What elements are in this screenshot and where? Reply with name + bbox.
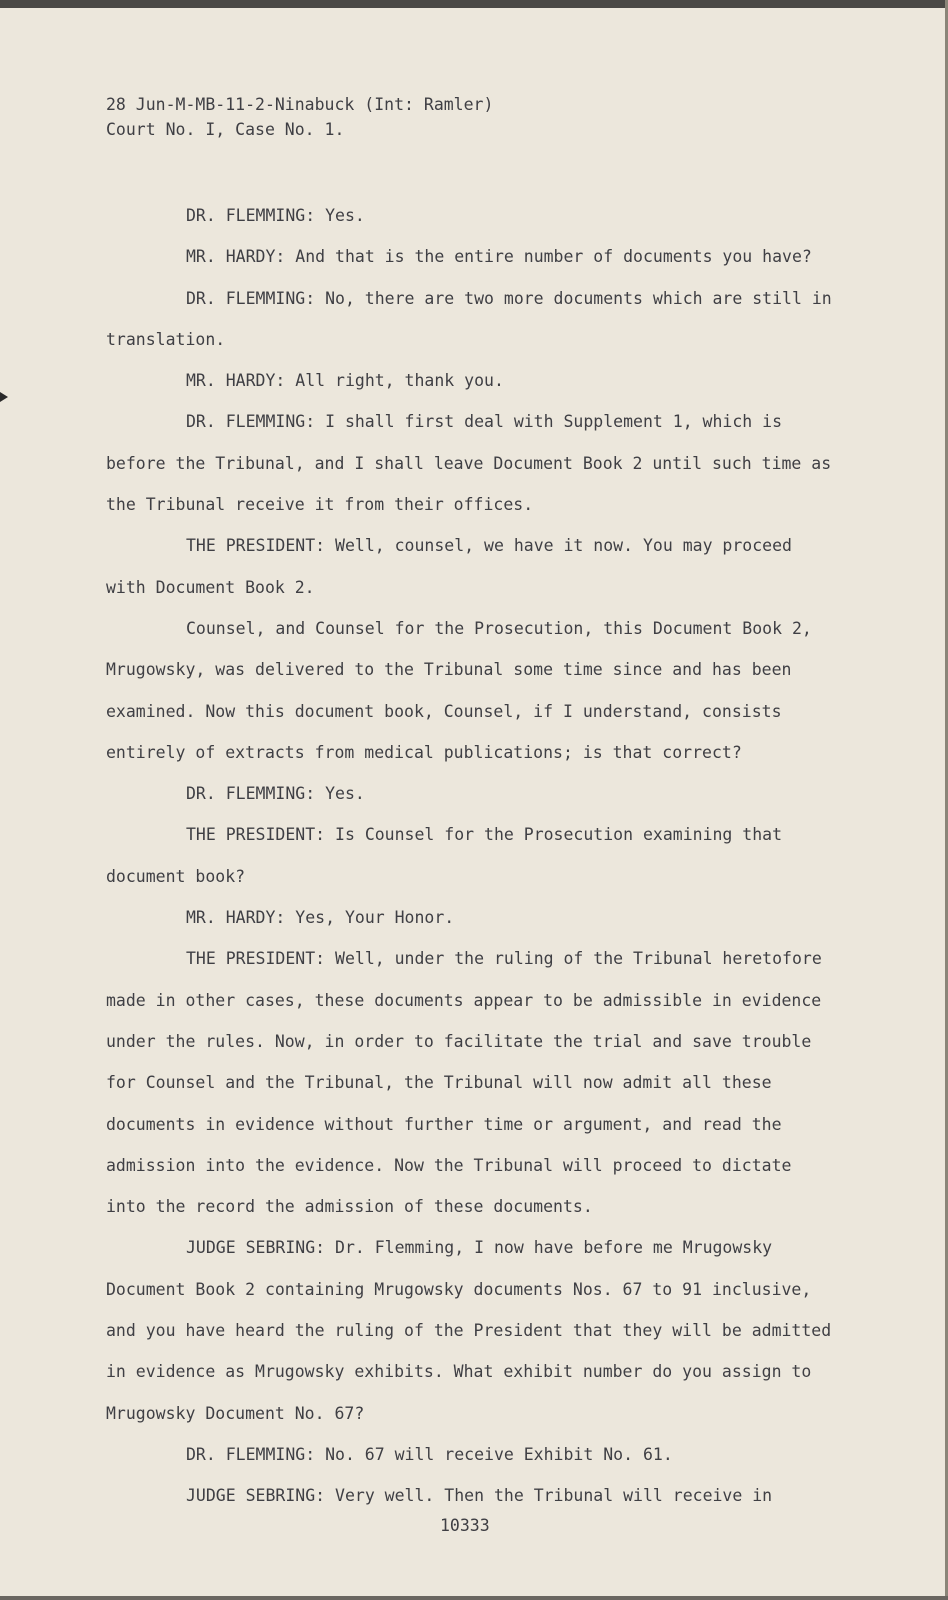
paragraph-text: Counsel, and Counsel for the Prosecution, this Document Book 2, Mrugowsky, was delivered to the Tribunal some time since and has been examined. Now this document book, Counsel, if I understand, consists entirely of extracts from medical publications; is that correct?	[106, 618, 812, 762]
speaker-label: THE PRESIDENT:	[186, 825, 326, 845]
paragraph-9	[106, 814, 836, 897]
speaker-label: JUDGE SEBRING:	[186, 1486, 326, 1506]
paragraph-2	[106, 236, 836, 277]
paragraph-text: Yes.	[315, 206, 365, 225]
speaker-label: DR. FLEMMING:	[186, 784, 316, 804]
paragraph-12	[106, 1227, 836, 1433]
paragraph-4	[106, 360, 836, 401]
paragraph-text: All right, thank you.	[285, 371, 504, 391]
paragraph-text: Well, under the ruling of the Tribunal heretofore made in other cases, these documents appear to be admissible in evidence under the rules. Now, in order to facilitate the trial and save trouble for Counsel and the Tribunal, the Tribunal will now admit all these documents in evidence without further time or argument, and read the admission into the evidence. Now the Tribunal will proceed to dictate into the record the admission of these documents.	[106, 949, 822, 1217]
speaker-label: THE PRESIDENT:	[186, 536, 326, 556]
header-line-1: 28 Jun-M-MB-11-2-Ninabuck (Int: Ramler)	[106, 95, 494, 114]
paragraph-text: Yes.	[315, 784, 365, 804]
document-header	[106, 92, 493, 142]
paragraph-text: Well, counsel, we have it now. You may proceed with Document Book 2.	[106, 536, 792, 597]
transcript-body	[106, 195, 836, 1517]
margin-arrow-mark	[0, 392, 8, 402]
paragraph-5	[106, 401, 836, 525]
speaker-label: MR. HARDY:	[186, 247, 286, 267]
paragraph-text: Yes, Your Honor.	[285, 908, 455, 928]
paragraph-text: No, there are two more documents which are still in translation.	[106, 288, 832, 349]
scan-bottom-edge	[0, 1596, 948, 1600]
speaker-label: MR. HARDY:	[186, 371, 286, 391]
paragraph-8	[106, 773, 836, 814]
paragraph-text: No. 67 will receive Exhibit No. 61.	[315, 1444, 673, 1464]
speaker-label: MR. HARDY:	[186, 908, 286, 928]
speaker-label: DR. FLEMMING:	[186, 288, 316, 308]
paragraph-7	[106, 608, 836, 773]
speaker-label: THE PRESIDENT:	[186, 949, 326, 969]
paragraph-11	[106, 938, 836, 1227]
speaker-label: DR. FLEMMING:	[186, 1444, 316, 1464]
paragraph-14	[106, 1475, 836, 1516]
paragraph-text: I shall first deal with Supplement 1, which is before the Tribunal, and I shall leave Document Book 2 until such time as the Tribunal receive it from their offices.	[106, 412, 832, 515]
speaker-label: DR. FLEMMING:	[186, 412, 316, 432]
speaker-label: DR. FLEMMING:	[186, 206, 316, 225]
paragraph-text: Very well. Then the Tribunal will receive in	[325, 1486, 773, 1506]
paragraph-text: Dr. Flemming, I now have before me Mrugowsky Document Book 2 containing Mrugowsky documents Nos. 67 to 91 inclusive, and you have heard the ruling of the President that they will be admitted in evidence as Mrugowsky exhibits. What exhibit number do you assign to Mrugowsky Document No. 67?	[106, 1238, 832, 1423]
page-number: 10333	[440, 1516, 490, 1535]
paragraph-13	[106, 1434, 836, 1475]
paragraph-text: And that is the entire number of documents you have?	[285, 247, 812, 267]
paragraph-10	[106, 897, 836, 938]
scan-top-edge	[0, 0, 948, 8]
header-line-2: Court No. I, Case No. 1.	[106, 120, 345, 139]
paragraph-text: Is Counsel for the Prosecution examining that document book?	[106, 825, 783, 886]
speaker-label: JUDGE SEBRING:	[186, 1238, 326, 1258]
paragraph-3	[106, 278, 836, 361]
paragraph-6	[106, 525, 836, 608]
paragraph-1	[106, 195, 836, 236]
